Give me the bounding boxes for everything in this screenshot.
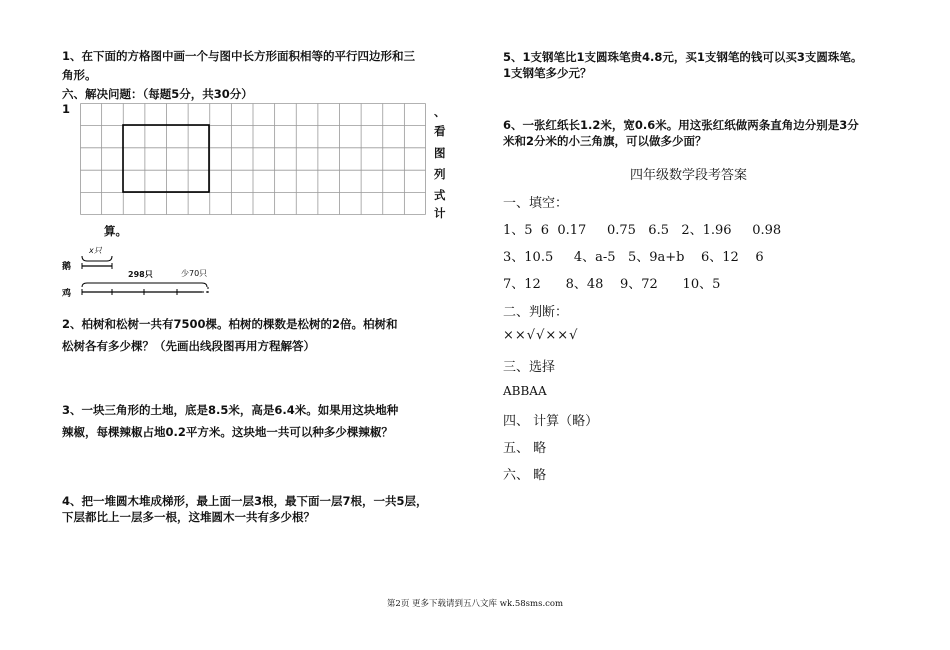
q4-line1: 4、把一堆圆木堆成梯形，最上面一层3根，最下面一层7根，一共5层，	[62, 494, 428, 508]
fill-row1: 1、5 6 0.17 0.75 6.5 2、1.96 0.98	[503, 223, 782, 238]
calc-title: 四、 计算（略）	[503, 414, 599, 429]
choice-answers: ABBAA	[503, 384, 547, 398]
section5-answer: 五、 略	[503, 441, 547, 456]
q4-line2: 下层都比上一层多一根，这堆圆木一共有多少根？	[62, 510, 315, 524]
side-char-3: 列	[434, 167, 446, 181]
page-footer: 第2页 更多下载请到五八文库 wk.58sms.com	[386, 599, 564, 609]
less-label: 少70只	[181, 269, 208, 278]
choice-title: 三、选择	[503, 360, 556, 375]
given-rectangle	[123, 125, 209, 192]
side-char-2: 图	[434, 146, 446, 160]
segment-diagram	[62, 242, 222, 298]
side-char-0: 、	[434, 105, 446, 119]
grid-figure	[80, 103, 426, 215]
fill-row3: 7、12 8、48 9、72 10、5	[503, 277, 721, 292]
q6-line2: 米和2分米的小三角旗，可以做多少面？	[503, 134, 707, 148]
section6-title: 六、解决问题：（每题5分，共30分）	[62, 87, 253, 101]
q1-line1: 1、在下面的方格图中画一个与图中长方形面积相等的平行四边形和三	[62, 49, 415, 63]
side-char-5: 计	[434, 206, 446, 220]
fill-title: 一、填空：	[503, 196, 569, 211]
q5-line1: 5、1支钢笔比1支圆珠笔贵4.8元，买1支钢笔的钱可以买3支圆珠笔。	[503, 50, 863, 64]
fill-row2: 3、10.5 4、a-5 5、9a+b 6、12 6	[503, 250, 764, 265]
q1-line2: 角形。	[62, 68, 97, 82]
num-label: 298只	[128, 270, 153, 279]
answer-title: 四年级数学段考答案	[630, 168, 748, 183]
suan-text: 算。	[104, 224, 127, 238]
q2-line1: 2、柏树和松树一共有7500棵。柏树的棵数是松树的2倍。柏树和	[62, 317, 398, 331]
side-char-4: 式	[434, 188, 446, 202]
square-grid	[80, 103, 426, 215]
q3-line1: 3、一块三角形的土地，底是8.5米，高是6.4米。如果用这块地种	[62, 403, 399, 417]
s6-q1-number: 1	[62, 102, 71, 116]
q2-line2: 松树各有多少棵？（先画出线段图再用方程解答）	[62, 339, 315, 353]
section6-answer: 六、 略	[503, 468, 547, 483]
judge-title: 二、判断：	[503, 305, 569, 320]
x-label: x只	[89, 246, 102, 255]
goose-label: 鹅	[62, 262, 72, 272]
judge-answers: ××√√××√	[503, 328, 579, 343]
side-char-1: 看	[434, 124, 446, 138]
q6-line1: 6、一张红纸长1.2米，宽0.6米。用这张红纸做两条直角边分别是3分	[503, 118, 859, 132]
q3-line2: 辣椒，每棵辣椒占地0.2平方米。这块地一共可以种多少棵辣椒？	[62, 425, 393, 439]
grid-lines	[81, 104, 426, 215]
chicken-label: 鸡	[62, 289, 72, 299]
segment-lines	[62, 242, 222, 298]
q5-line2: 1支钢笔多少元？	[503, 66, 592, 80]
